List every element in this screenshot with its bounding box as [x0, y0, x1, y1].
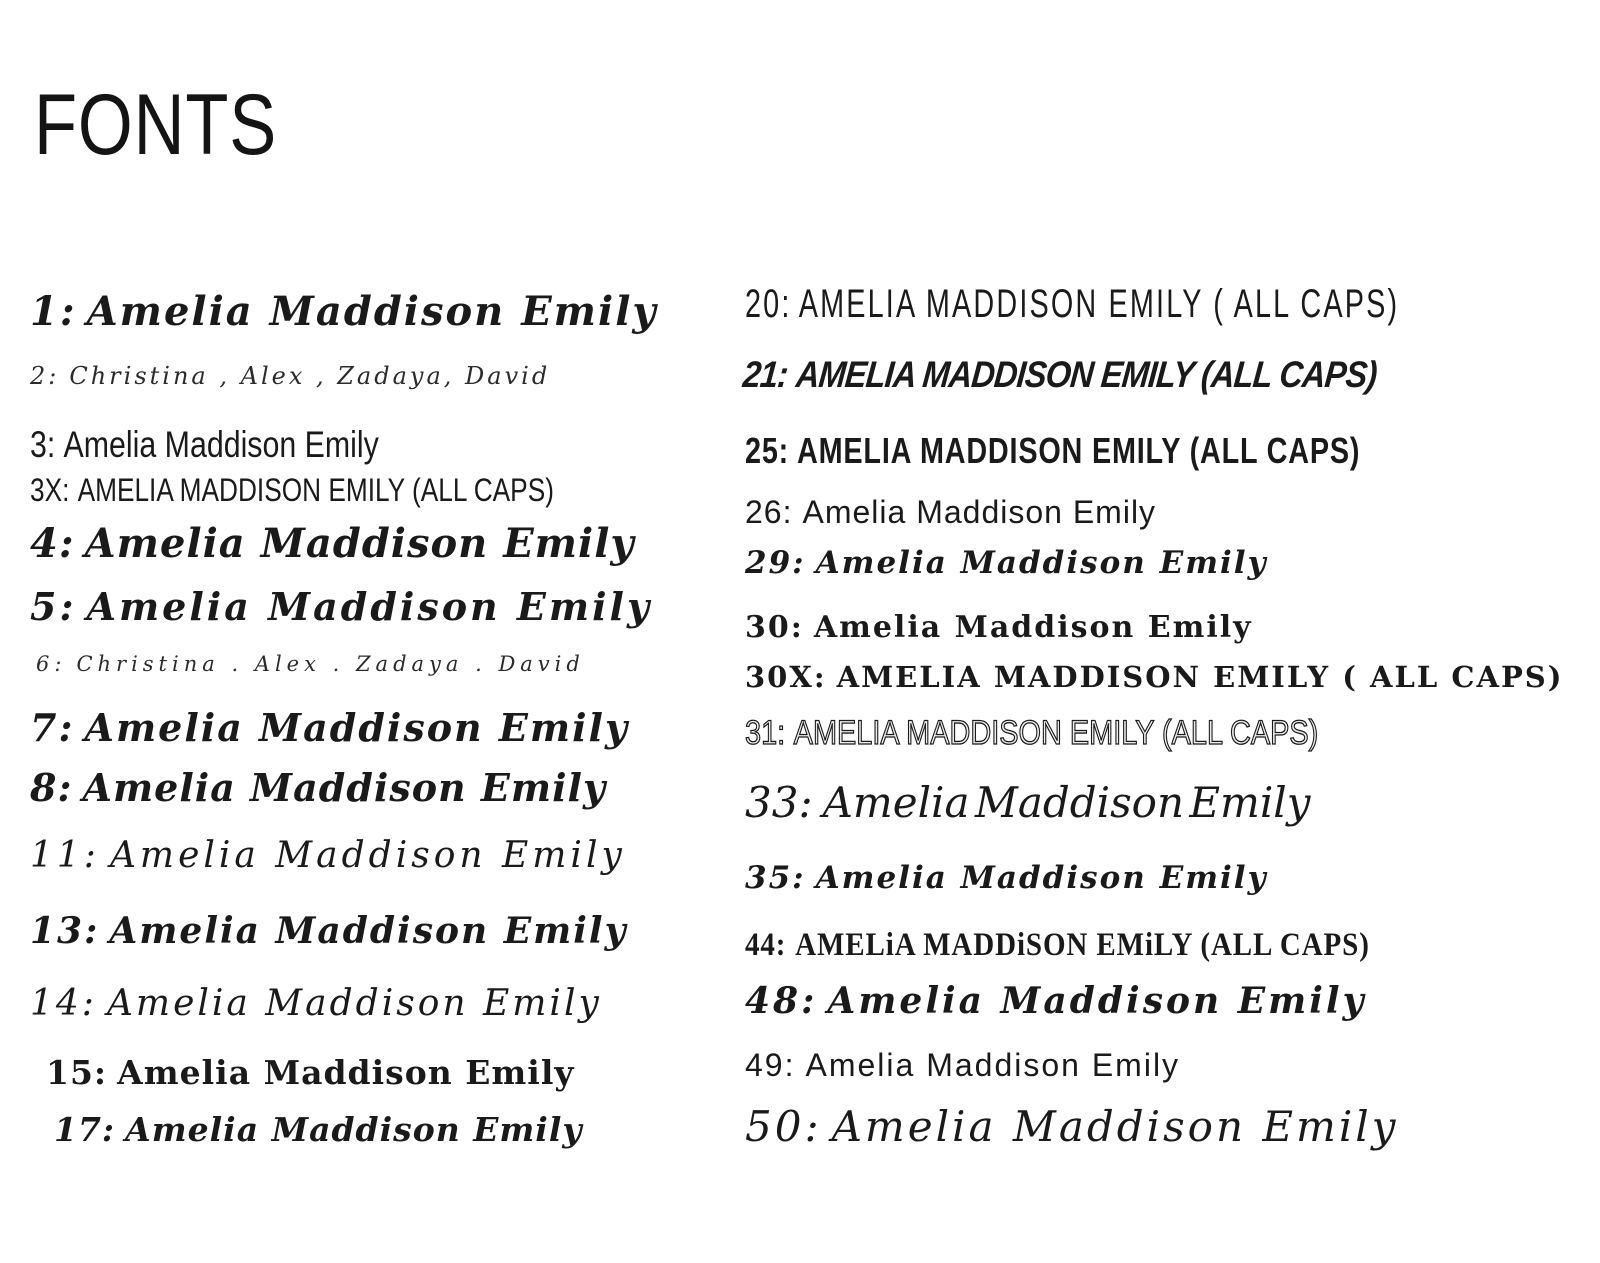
font-number: 2: [30, 362, 60, 390]
font-sample-text: AMELIA MADDISON EMILY ( ALL CAPS) [836, 660, 1564, 694]
font-number: 35: [745, 860, 806, 896]
font-sample-text: AMELIA MADDISON EMILY ( ALL CAPS) [798, 282, 1400, 326]
font-sample-text: Amelia Maddison Emily [82, 765, 607, 810]
font-sample-text: Amelia Maddison Emily [109, 835, 626, 876]
font-sample-text: AMELiA MADDiSON EMiLY (ALL CAPS) [795, 927, 1370, 963]
font-number: 33: [745, 778, 813, 827]
font-sample-text: Amelia Maddison Emily [805, 1047, 1181, 1083]
font-number: 20: [745, 282, 792, 326]
font-number: 49: [745, 1047, 796, 1083]
font-sample-row-33 [745, 778, 1310, 827]
font-sample-row-21 [741, 354, 1378, 396]
font-sample-row-30X [745, 660, 1563, 694]
font-sample-text: Amelia Maddison Emily [106, 983, 602, 1024]
font-number: 15: [46, 1053, 108, 1092]
font-sample-row-49 [745, 1047, 1180, 1084]
font-number: 30: [745, 610, 804, 645]
font-number: 31: [745, 714, 786, 752]
font-number: 13: [30, 910, 100, 952]
font-sample-row-44 [745, 927, 1370, 964]
font-sample-row-20 [745, 282, 1399, 327]
font-sample-text: Amelia Maddison Emily [822, 778, 1311, 827]
font-number: 6: [36, 652, 67, 676]
font-sample-text: Christina , Alex , Zadaya, David [69, 362, 551, 390]
font-sample-text: Amelia Maddison Emily [802, 494, 1157, 530]
page-title: FONTS [34, 76, 278, 173]
font-number: 26: [745, 494, 793, 530]
font-sample-text: Amelia Maddison Emily [63, 424, 379, 465]
font-sample-text: Amelia Maddison Emily [86, 584, 653, 629]
font-sample-text: Amelia Maddison Emily [815, 860, 1268, 896]
font-number: 4: [30, 520, 75, 567]
font-number: 3X: [30, 472, 70, 508]
font-sample-text: Amelia Maddison Emily [117, 1053, 575, 1092]
font-sample-text: Amelia Maddison Emily [109, 910, 628, 952]
font-number: 8: [30, 765, 73, 810]
font-sample-row-31 [745, 714, 1318, 753]
font-number: 44: [745, 927, 787, 963]
font-number: 50: [745, 1102, 822, 1151]
font-sample-text: AMELIA MADDISON EMILY (ALL CAPS) [794, 354, 1379, 395]
font-sample-row-48 [745, 980, 1367, 1022]
font-sample-text: AMELIA MADDISON EMILY (ALL CAPS) [793, 714, 1319, 752]
font-number: 29: [745, 545, 806, 581]
font-sample-text: Amelia Maddison Emily [813, 610, 1253, 645]
font-sample-text: AMELIA MADDISON EMILY (ALL CAPS) [797, 430, 1361, 471]
font-sample-row-35 [745, 860, 1268, 896]
font-sample-row-29 [745, 545, 1268, 581]
font-number: 3: [30, 424, 56, 465]
font-number: 17: [54, 1110, 116, 1149]
font-sample-text: Amelia Maddison Emily [815, 545, 1268, 581]
font-sample-row-26 [745, 494, 1156, 531]
font-number: 14: [30, 983, 97, 1024]
font-sample-text: Amelia Maddison Emily [827, 980, 1367, 1022]
font-number: 7: [30, 705, 75, 750]
font-number: 48: [745, 980, 818, 1022]
font-sample-text: Amelia Maddison Emily [84, 520, 635, 567]
font-number: 30X: [745, 660, 827, 694]
font-sample-row-50 [745, 1102, 1398, 1151]
font-number: 25: [745, 430, 790, 471]
font-sample-text: Amelia Maddison Emily [86, 288, 658, 335]
font-number: 5: [30, 584, 77, 629]
font-sample-row-25 [745, 430, 1360, 472]
font-number: 21: [741, 354, 790, 395]
font-number: 11: [30, 835, 100, 876]
font-sample-row-30 [745, 610, 1253, 645]
font-number: 1: [30, 288, 77, 335]
font-sample-text: Christina . Alex . Zadaya . David [76, 652, 585, 676]
font-sample-text: Amelia Maddison Emily [125, 1110, 583, 1149]
font-sample-text: Amelia Maddison Emily [831, 1102, 1399, 1151]
font-sample-text: Amelia Maddison Emily [84, 705, 630, 750]
font-sample-text: AMELIA MADDISON EMILY (ALL CAPS) [77, 472, 554, 508]
